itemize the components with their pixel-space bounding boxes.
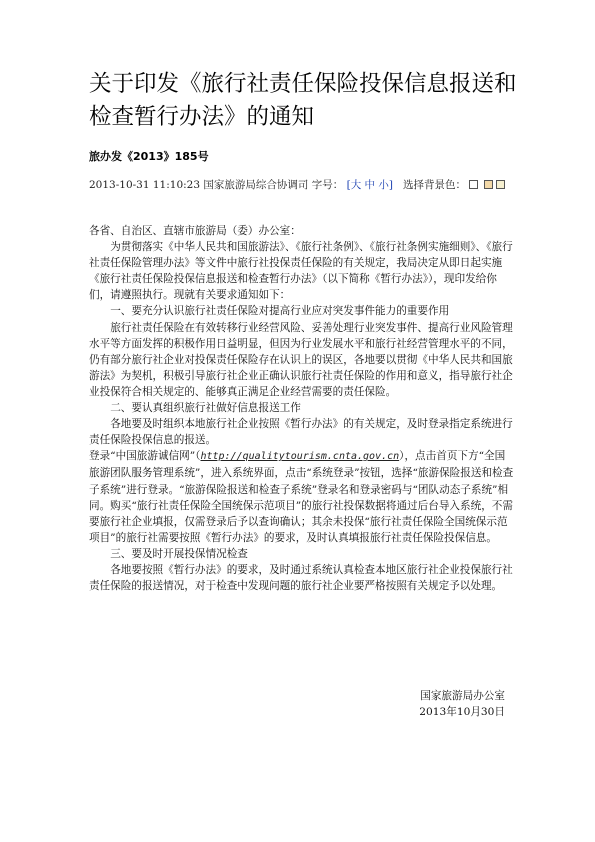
signature-org: 国家旅游局办公室: [420, 690, 505, 702]
bg-color-white-swatch[interactable]: [469, 180, 478, 189]
section-heading-3: 三、要及时开展投保情况检查: [110, 547, 248, 560]
signature-block: [419, 688, 505, 720]
intro-paragraph: 为贯彻落实《中华人民共和国旅游法》、《旅行社条例》、《旅行社条例实施细则》、《旅行社责任保险管理办法》等文件中旅行社投保责任保险的有关规定，我局决定从即日起实施《旅行社责任保险投保信息报送和检查暂行办法》（以下简称《暂行办法》），现印发给你们，请遵照执行。现就有关要求通知如下：: [89, 241, 513, 302]
bracket-open: [: [346, 179, 351, 191]
article-body: [89, 223, 514, 594]
bracket-close: ]: [388, 179, 393, 191]
publish-datetime: 2013-10-31 11:10:23: [89, 179, 201, 191]
bg-color-tan-swatch[interactable]: [484, 180, 493, 189]
section-paragraph-2: 各地要及时组织本地旅行社企业按照《暂行办法》的有关规定，及时登录指定系统进行责任保险投保信息的报送。: [89, 418, 513, 447]
login-text-before: 登录“中国旅游诚信网”（: [89, 450, 201, 463]
document-number: 旅办发《2013》185号: [89, 150, 209, 163]
font-size-medium-link[interactable]: 中: [364, 179, 376, 191]
page-title: 关于印发《旅行社责任保险投保信息报送和检查暂行办法》的通知: [89, 71, 517, 130]
font-size-large-link[interactable]: 大: [350, 179, 362, 191]
section-heading-1: 一、要充分认识旅行社责任保险对提高行业应对突发事件能力的重要作用: [110, 305, 450, 318]
salutation: 各省、自治区、直辖市旅游局（委）办公室：: [89, 225, 301, 237]
section-paragraph-1: 旅行社责任保险在有效转移行业经营风险、妥善处理行业突发事件、提高行业风险管理水平等方面发挥的积极作用日益明显，但因为行业发展水平和旅行社经营管理水平的不同，仍有部分旅行社企业对投保责任保险存在认识上的误区，各地要以贯彻《中华人民共和国旅游法》为契机，积极引导旅行社企业正确认识旅行社责任保险的作用和意义，指导旅行社企业投保符合相关规定的、能够真正满足企业经营需要的责任保险。: [89, 321, 513, 398]
font-size-label: 字号：: [311, 179, 344, 191]
section-paragraph-4: 各地要按照《暂行办法》的要求，及时通过系统认真检查本地区旅行社企业投保旅行社责任保险的报送情况，对于检查中发现问题的旅行社企业要严格按照有关规定予以处理。: [89, 563, 513, 593]
login-text-after: ），点击首页下方“全国旅游团队服务管理系统”，进入系统界面，点击“系统登录”按钮，选择“旅游保险报送和检查子系统”进行登录。“旅游保险报送和检查子系统”登录名和登录密码与“团队动态子系统”相同。购买“旅行社责任保险全国统保示范项目”的旅行社投保数据将通过后台导入系统，不需要旅行社企业填报，仅需登录后予以查询确认；其余未投保“旅行社责任保险全国统保示范项目”的旅行社需要按照《暂行办法》的要求，及时认真填报旅行社责任保险投保信息。: [89, 450, 514, 544]
article-meta: [89, 177, 519, 193]
background-color-label: 选择背景色：: [403, 179, 466, 191]
font-size-small-link[interactable]: 小: [378, 179, 389, 191]
source-department: 国家旅游局综合协调司: [203, 179, 309, 191]
section-paragraph-3: [89, 448, 514, 546]
qualitytourism-link[interactable]: http://qualitytourism.cnta.gov.cn: [200, 451, 400, 463]
signature-date: 2013年10月30日: [419, 706, 505, 718]
section-heading-2: 二、要认真组织旅行社做好信息报送工作: [110, 402, 301, 415]
bg-color-cream-swatch[interactable]: [496, 180, 505, 189]
